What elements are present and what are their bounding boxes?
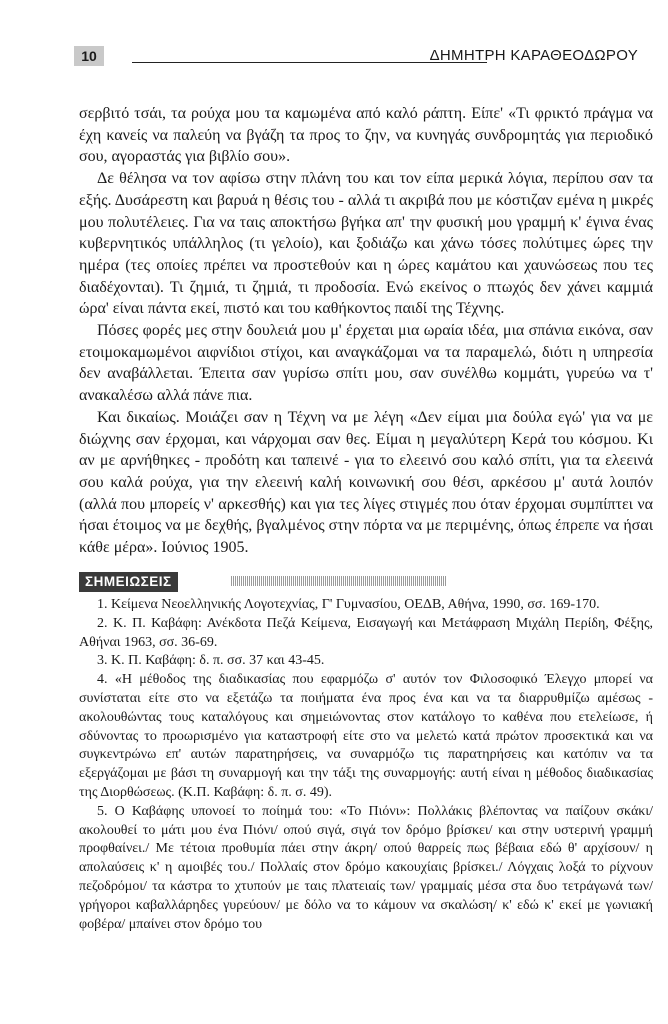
note-item: 2. Κ. Π. Καβάφη: Ανέκδοτα Πεζά Κείμενα, Εισαγωγή και Μετάφραση Μιχάλη Περίδη, Φέξης, Αθήναι 1963, σσ. 36-69. xyxy=(79,615,653,650)
main-text xyxy=(79,103,653,559)
page-header xyxy=(74,44,638,70)
notes-list xyxy=(79,596,653,934)
notes-heading-bar xyxy=(231,576,446,586)
notes-heading xyxy=(79,572,651,592)
note-item: 4. «Η μέθοδος της διαδικασίας που εφαρμόζω σ' αυτόν τον Φιλοσοφικό Έλεγχο μπορεί να συνίσταται είτε στο να εξετάζω τα ποιήματα ένα προς ένα και να τα διαρρυθμίζω αμέσως - ακολουθώντας τους καταλόγους και σημειώνοντας στον κατάλογο το καθένα που ετελείωσε, ή σδύνοντας το προωρισμένο για καταστροφή είτε στο να μελετώ κατά πρώτον προσεκτικά και να συγκεντρώνω επ' αυτών παρατηρήσεις, να συναρμόζω τις παρατηρήσεις και κατόπιν να τα εξεργάζομαι με βάσι τη συναρμογή και την τάξι της συναρμογής: αυτή είναι η μέθοδος διαδικασίας της Διορθώσεως. (Κ.Π. Καβάφη: δ. π. σ. 49). xyxy=(79,672,653,800)
body-paragraph: σερβιτό τσάι, τα ρούχα μου τα καμωμένα από καλό ράπτη. Είπε' «Τι φρικτό πράγμα να έχη κανείς να παλεύη να βγάζη τα προς το ζην, να κυνηγάς συνδρομητάς για περιοδικό σου, αγοραστάς για βιβλίο σου». xyxy=(79,105,653,166)
body-paragraph: Πόσες φορές μες στην δουλειά μου μ' έρχεται μια ωραία ιδέα, μια σπάνια εικόνα, σαν ετοιμοκαμωμένοι αιφνίδιοι στίχοι, και αναγκάζομαι να τα παραμελώ, διότι η υπηρεσία δεν αναβάλλεται. Έπειτα σαν γυρίσω σπίτι μου, σαν συνέλθω κομμάτι, γυρεύω να τ' ανακαλέσω αλλά πάνε πια. xyxy=(79,322,653,405)
note-item: 5. Ο Καβάφης υπονοεί το ποίημά του: «Το Πιόνι»: Πολλάκις βλέποντας να παίζουν σκάκι/ ακολουθεί το μάτι μου ένα Πιόνι/ οπού σιγά, σιγά τον δρόμο βρίσκει/ και στην υστερινή γραμμή προφθαίνει./ Με τέτοια προθυμία πάει στην άκρη/ οπού θαρρείς πως βέβαια εδώ θ' αρχίσουν/ η απολαύσεις κ' η αμοιβές του./ Πολλαίς στον δρόμο κακουχίαις βρίσκει./ Λόγχαις λοξά το ρίχνουν πεζοδρόμοι/ τα κάστρα το χτυπούν με ταις πλατειαίς των/ γραμμαίς μέσα στα δυο τετράγωνά των/ γρήγοροι καβαλλάρηδες γυρεύουν/ με δόλο να το κάμουν να σκαλώση/ κ' εδώ κ' εκεί με γωνιακή φοβέρα/ μπαίνει στον δρόμο του xyxy=(79,803,653,932)
running-title: ΔΗΜΗΤΡΗ ΚΑΡΑΘΕΟΔΩΡΟΥ xyxy=(429,47,638,64)
note-item: 1. Κείμενα Νεοελληνικής Λογοτεχνίας, Γ' Γυμνασίου, ΟΕΔΒ, Αθήνα, 1990, σσ. 169-170. xyxy=(97,597,600,612)
body-paragraph: Δε θέλησα να τον αφίσω στην πλάνη του και τον είπα μερικά λόγια, περίπου σαν τα εξής. Δυσάρεστη και βαρυά η θέσις του - αλλά τι ακριβά που με κόστιζαν εμένα η μικρές μου πολυτέλειες. Για να ταις αποκτήσω βγήκα απ' την φυσική μου γραμμή κ' έγινα ένας κυβερνητικός υπάλληλος (τι γελοίο), και ξοδιάζω και χάνω τόσες πολύτιμες ώρες την ημέρα (τες οποίες πρέπει να προστεθούν και η ώρες καμάτου και χαυνώσεως που τες διαδέχονται). Τι ζημιά, τι ζημιά, τι προδοσία. Ενώ εκείνος ο πτωχός δεν χάνει καμμιά ώρα' είναι πάντα εκεί, πιστό και του καθήκοντος παιδί της Τέχνης. xyxy=(79,170,653,318)
page-number: 10 xyxy=(74,46,104,66)
note-item: 3. Κ. Π. Καβάφη: δ. π. σσ. 37 και 43-45. xyxy=(97,653,325,669)
notes-heading-label: ΣΗΜΕΙΩΣΕΙΣ xyxy=(79,572,178,592)
body-paragraph: Και δικαίως. Μοιάζει σαν η Τέχνη να με λέγη «Δεν είμαι μια δούλα εγώ' για να με διώχνης σαν έρχομαι, και νάρχομαι σαν θες. Είμαι η μεγαλύτερη Κερά του κόσμου. Κι αν με αρνήθηκες - προδότη και ταπεινέ - για το ελεεινό σου καλό σπίτι, για τα ελεεινά σου καλά ρούχα, για την ελεεινή καλή κοινωνική σου θέσι, αρκέσου μ' αυτά λοιπόν (αλλά που μπορείς ν' αρκεσθής) και για τες λίγες στιγμές που όταν έρχομαι συμπίπτει να ήσαι έτοιμος να με δεχθής, βγαλμένος στην πόρτα να με περιμένης, όπως έπρεπε να ήσαι κάθε μέρα». Ιούνιος 1905. xyxy=(79,408,653,557)
